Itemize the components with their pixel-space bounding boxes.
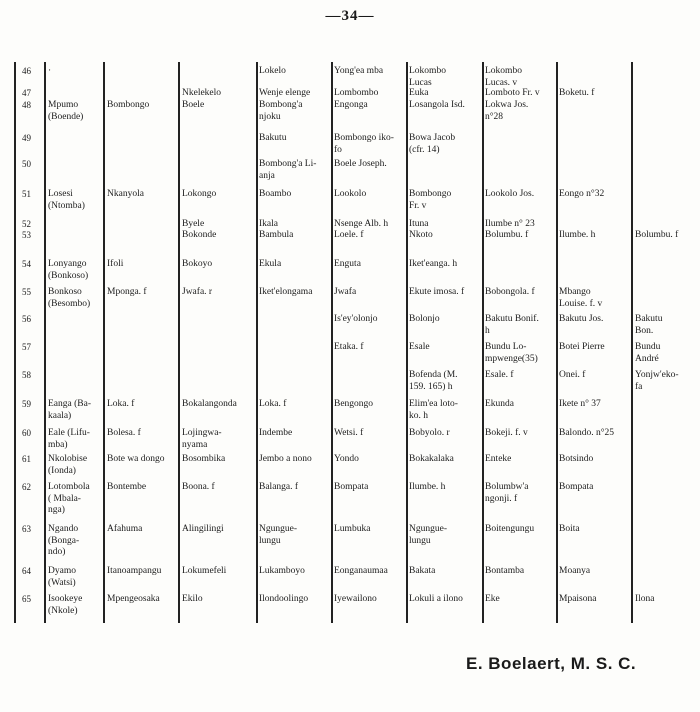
page-number: —34— bbox=[325, 8, 375, 24]
table-cell: Eongo n°32 bbox=[559, 189, 605, 199]
table-cell: Ilondoolingo bbox=[259, 594, 309, 604]
table-cell: · bbox=[48, 66, 52, 76]
table-cell: Jembo a nono bbox=[259, 454, 312, 464]
table-cell: Lokwa Jos. n°28 bbox=[485, 100, 529, 122]
table-cell: Balondo. n°25 bbox=[559, 428, 614, 438]
table-cell: Bontembe bbox=[107, 482, 147, 492]
table-cell: Engonga bbox=[334, 100, 368, 110]
table-cell: Ilona bbox=[635, 594, 655, 604]
row-number: 58 bbox=[22, 370, 31, 380]
table-cell: Mpaisona bbox=[559, 594, 597, 604]
table-cell: Eke bbox=[485, 594, 500, 604]
table-cell: Enteke bbox=[485, 454, 512, 464]
table-cell: Boitengungu bbox=[485, 524, 535, 534]
table-cell: Bokalangonda bbox=[182, 399, 237, 409]
table-cell: Loka. f bbox=[107, 399, 135, 409]
column-rule bbox=[178, 62, 180, 623]
column-rule bbox=[556, 62, 558, 623]
table-cell: Balanga. f bbox=[259, 482, 299, 492]
table-cell: Isookeye (Nkole) bbox=[48, 594, 83, 616]
table-cell: Loka. f bbox=[259, 399, 287, 409]
table-cell: Bote wa dongo bbox=[107, 454, 165, 464]
table-cell: Mpumo (Boende) bbox=[48, 100, 84, 122]
table-cell: Bombong'a Li- anja bbox=[259, 159, 317, 181]
row-number: 46 bbox=[22, 66, 31, 76]
table-cell: Ngungue- lungu bbox=[409, 524, 447, 546]
row-number: 50 bbox=[22, 159, 31, 169]
row-number: 55 bbox=[22, 287, 31, 297]
table-cell: Wetsi. f bbox=[334, 428, 364, 438]
table-cell: Lookolo bbox=[334, 189, 367, 199]
table-cell: Ilumbe n° 23 bbox=[485, 219, 535, 229]
table-cell: Bengongo bbox=[334, 399, 374, 409]
table-cell: Bakutu Bonif. h bbox=[485, 314, 539, 336]
table-cell: Bundu André bbox=[635, 342, 661, 364]
table-cell: Yong'ea mba bbox=[334, 66, 384, 76]
table-cell: Bambula bbox=[259, 230, 294, 240]
table-cell: Etaka. f bbox=[334, 342, 364, 352]
table-cell: Ngungue- lungu bbox=[259, 524, 297, 546]
table-cell: Mpengeosaka bbox=[107, 594, 160, 604]
table-cell: Losangola Isd. bbox=[409, 100, 465, 110]
table-cell: Ekute imosa. f bbox=[409, 287, 465, 297]
column-rule bbox=[103, 62, 105, 623]
table-cell: Esale. f bbox=[485, 370, 514, 380]
table-cell: Bolumbw'a ngonji. f bbox=[485, 482, 529, 504]
column-rule bbox=[331, 62, 333, 623]
table-cell: Dyamo (Watsi) bbox=[48, 566, 76, 588]
table-cell: Bobongola. f bbox=[485, 287, 535, 297]
table-cell: Bombongo bbox=[107, 100, 150, 110]
table-cell: Euka bbox=[409, 88, 429, 98]
table-cell: Lokumefeli bbox=[182, 566, 227, 576]
table-cell: Bonkoso (Besombo) bbox=[48, 287, 91, 309]
table-cell: Bokoyo bbox=[182, 259, 213, 269]
table-cell: Bakutu bbox=[259, 133, 287, 143]
table-cell: Bolumbu. f bbox=[485, 230, 529, 240]
table-cell: Bowa Jacob (cfr. 14) bbox=[409, 133, 456, 155]
table-cell: Boele Joseph. bbox=[334, 159, 387, 169]
row-number: 48 bbox=[22, 100, 31, 110]
table-cell: Nkoto bbox=[409, 230, 433, 240]
row-number: 53 bbox=[22, 230, 31, 240]
table-cell: Boambo bbox=[259, 189, 292, 199]
table-cell: Elim'ea loto- ko. h bbox=[409, 399, 458, 421]
table-cell: Ilumbe. h bbox=[559, 230, 596, 240]
table-cell: Alingilingi bbox=[182, 524, 224, 534]
table-cell: Mbango Louise. f. v bbox=[559, 287, 603, 309]
table-cell: Ilumbe. h bbox=[409, 482, 446, 492]
table-cell: Nkolobise (Ionda) bbox=[48, 454, 88, 476]
table-cell: Ekunda bbox=[485, 399, 515, 409]
table-cell: Ikete n° 37 bbox=[559, 399, 601, 409]
table-cell: Afahuma bbox=[107, 524, 143, 534]
column-rule bbox=[14, 62, 16, 623]
table-cell: Lonyango (Bonkoso) bbox=[48, 259, 89, 281]
row-number: 61 bbox=[22, 454, 31, 464]
row-number: 49 bbox=[22, 133, 31, 143]
table-cell: Bakutu Bon. bbox=[635, 314, 663, 336]
table-cell: Lokombo Lucas. v bbox=[485, 66, 522, 88]
table-cell: Yonjw'eko- fa bbox=[635, 370, 679, 392]
table-cell: Yondo bbox=[334, 454, 359, 464]
table-cell: Botsindo bbox=[559, 454, 594, 464]
row-number: 63 bbox=[22, 524, 31, 534]
table-cell: Lotombola ( Mbala- nga) bbox=[48, 482, 90, 515]
table-cell: Iket'eanga. h bbox=[409, 259, 458, 269]
table-cell: Bobyolo. r bbox=[409, 428, 450, 438]
table-cell: Bakutu Jos. bbox=[559, 314, 604, 324]
table-cell: Bompata bbox=[559, 482, 594, 492]
table-cell: Bombongo iko- fo bbox=[334, 133, 394, 155]
table-cell: Lookolo Jos. bbox=[485, 189, 535, 199]
table-cell: Bakata bbox=[409, 566, 436, 576]
table-cell: Iyewailono bbox=[334, 594, 377, 604]
table-cell: Onei. f bbox=[559, 370, 586, 380]
row-number: 57 bbox=[22, 342, 31, 352]
row-number: 47 bbox=[22, 88, 31, 98]
table-cell: Ifoli bbox=[107, 259, 124, 269]
row-number: 64 bbox=[22, 566, 31, 576]
table-cell: Mponga. f bbox=[107, 287, 147, 297]
row-number: 52 bbox=[22, 219, 31, 229]
table-cell: Ekilo bbox=[182, 594, 203, 604]
table-cell: Byele bbox=[182, 219, 205, 229]
table-cell: Itanoampangu bbox=[107, 566, 162, 576]
row-number: 54 bbox=[22, 259, 31, 269]
table-cell: Nkelekelo bbox=[182, 88, 222, 98]
table-cell: Bokeji. f. v bbox=[485, 428, 528, 438]
table-cell: Boketu. f bbox=[559, 88, 595, 98]
table-cell: Eonganaumaa bbox=[334, 566, 388, 576]
table-cell: Iket'elongama bbox=[259, 287, 313, 297]
table-cell: Bontamba bbox=[485, 566, 525, 576]
table-cell: Bolesa. f bbox=[107, 428, 141, 438]
table-cell: Ekula bbox=[259, 259, 282, 269]
table-cell: Bombong'a njoku bbox=[259, 100, 303, 122]
table-cell: Lomboto Fr. v bbox=[485, 88, 540, 98]
table-cell: Lokombo Lucas bbox=[409, 66, 446, 88]
table-cell: Bosombika bbox=[182, 454, 226, 464]
row-number: 59 bbox=[22, 399, 31, 409]
row-number: 62 bbox=[22, 482, 31, 492]
table-cell: Eale (Lifu- mba) bbox=[48, 428, 90, 450]
table-cell: Lokuli a ilono bbox=[409, 594, 463, 604]
table-cell: Lojingwa- nyama bbox=[182, 428, 222, 450]
table-cell: Boele bbox=[182, 100, 205, 110]
table-cell: Loele. f bbox=[334, 230, 364, 240]
table-cell: Boona. f bbox=[182, 482, 215, 492]
table-cell: Nsenge Alb. h bbox=[334, 219, 389, 229]
row-number: 60 bbox=[22, 428, 31, 438]
table-cell: Indembe bbox=[259, 428, 293, 438]
table-cell: Bokakalaka bbox=[409, 454, 454, 464]
table-cell: Esale bbox=[409, 342, 430, 352]
table-cell: Losesi (Ntomba) bbox=[48, 189, 85, 211]
table-cell: Eanga (Ba- kaala) bbox=[48, 399, 91, 421]
table-cell: Bompata bbox=[334, 482, 369, 492]
table-cell: Ituna bbox=[409, 219, 429, 229]
table-cell: Enguta bbox=[334, 259, 361, 269]
table-cell: Ngando (Bonga- ndo) bbox=[48, 524, 80, 557]
table-cell: Bolumbu. f bbox=[635, 230, 679, 240]
table-cell: Bofenda (M. 159. 165) h bbox=[409, 370, 458, 392]
table-cell: Lombombo bbox=[334, 88, 379, 98]
column-rule bbox=[631, 62, 633, 623]
table-cell: Bolonjo bbox=[409, 314, 440, 324]
column-rule bbox=[44, 62, 46, 623]
table-cell: Boita bbox=[559, 524, 580, 534]
row-number: 56 bbox=[22, 314, 31, 324]
table-cell: Bokonde bbox=[182, 230, 217, 240]
table-cell: Moanya bbox=[559, 566, 591, 576]
column-rule bbox=[406, 62, 408, 623]
table-cell: Wenje elenge bbox=[259, 88, 311, 98]
table-cell: Botei Pierre bbox=[559, 342, 605, 352]
table-cell: Ikala bbox=[259, 219, 278, 229]
table-cell: Nkanyola bbox=[107, 189, 144, 199]
table-cell: Lokelo bbox=[259, 66, 286, 76]
table-cell: Is'ey'olonjo bbox=[334, 314, 378, 324]
row-number: 51 bbox=[22, 189, 31, 199]
table-cell: Lokongo bbox=[182, 189, 217, 199]
table-cell: Bombongo Fr. v bbox=[409, 189, 452, 211]
table-cell: Jwafa bbox=[334, 287, 357, 297]
row-number: 65 bbox=[22, 594, 31, 604]
column-rule bbox=[482, 62, 484, 623]
signature: E. Boelaert, M. S. C. bbox=[466, 654, 637, 673]
table-cell: Lukamboyo bbox=[259, 566, 305, 576]
column-rule bbox=[256, 62, 258, 623]
table-cell: Lumbuka bbox=[334, 524, 371, 534]
table-cell: Jwafa. r bbox=[182, 287, 213, 297]
table-cell: Bundu Lo- mpwenge(35) bbox=[485, 342, 538, 364]
